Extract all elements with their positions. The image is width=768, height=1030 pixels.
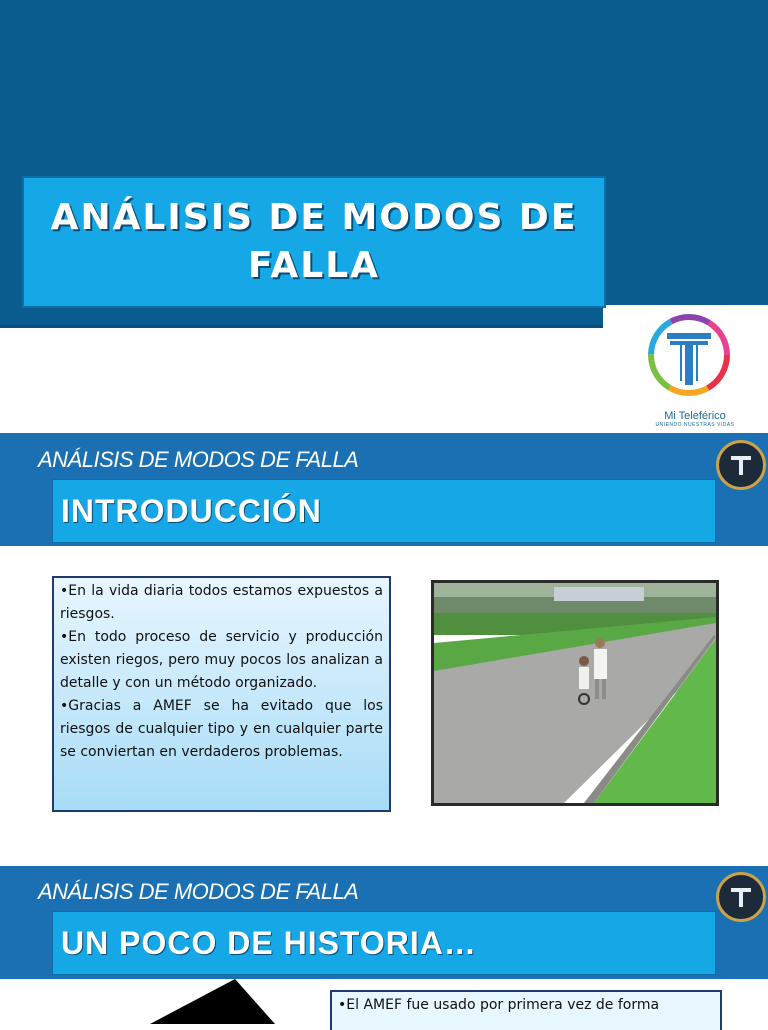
intro-paragraph: •En todo proceso de servicio y producción existen riegos, pero muy pocos los analizan a detalle y con un método organizado. xyxy=(60,629,383,691)
logo-tagline: UNIENDO NUESTRAS VIDAS xyxy=(655,422,735,428)
logo-name: Mi Teleférico xyxy=(664,410,726,422)
slide2-subtitle: ANÁLISIS DE MODOS DE FALLA xyxy=(38,447,359,472)
photo-child-bicycle xyxy=(431,580,719,806)
intro-text-box xyxy=(52,576,391,812)
slide2-title: INTRODUCCIÓN xyxy=(61,492,322,529)
history-text-box xyxy=(330,990,722,1030)
intro-paragraph: •En la vida diaria todos estamos expuestos a riesgos. xyxy=(60,583,383,622)
slide3-subtitle: ANÁLISIS DE MODOS DE FALLA xyxy=(38,879,359,904)
intro-paragraph: •Gracias a AMEF se ha evitado que los riesgos de cualquier tipo y en cualquier parte se conviertan en verdaderos problemas. xyxy=(60,698,383,760)
title-slide xyxy=(0,0,768,432)
slide2-title-box xyxy=(52,479,716,543)
slide3-title-box xyxy=(52,911,716,975)
history-paragraph: •El AMEF fue usado por primera vez de forma xyxy=(338,997,660,1013)
slide-title: ANÁLISIS DE MODOS DE FALLA xyxy=(50,197,578,286)
title-box xyxy=(22,176,606,308)
teleferico-emblem-icon xyxy=(716,872,766,922)
slide3-image-corner xyxy=(150,979,280,1024)
slide3-title: UN POCO DE HISTORIA… xyxy=(61,924,477,961)
teleferico-emblem-icon xyxy=(716,440,766,490)
title-band-strip xyxy=(0,305,603,328)
